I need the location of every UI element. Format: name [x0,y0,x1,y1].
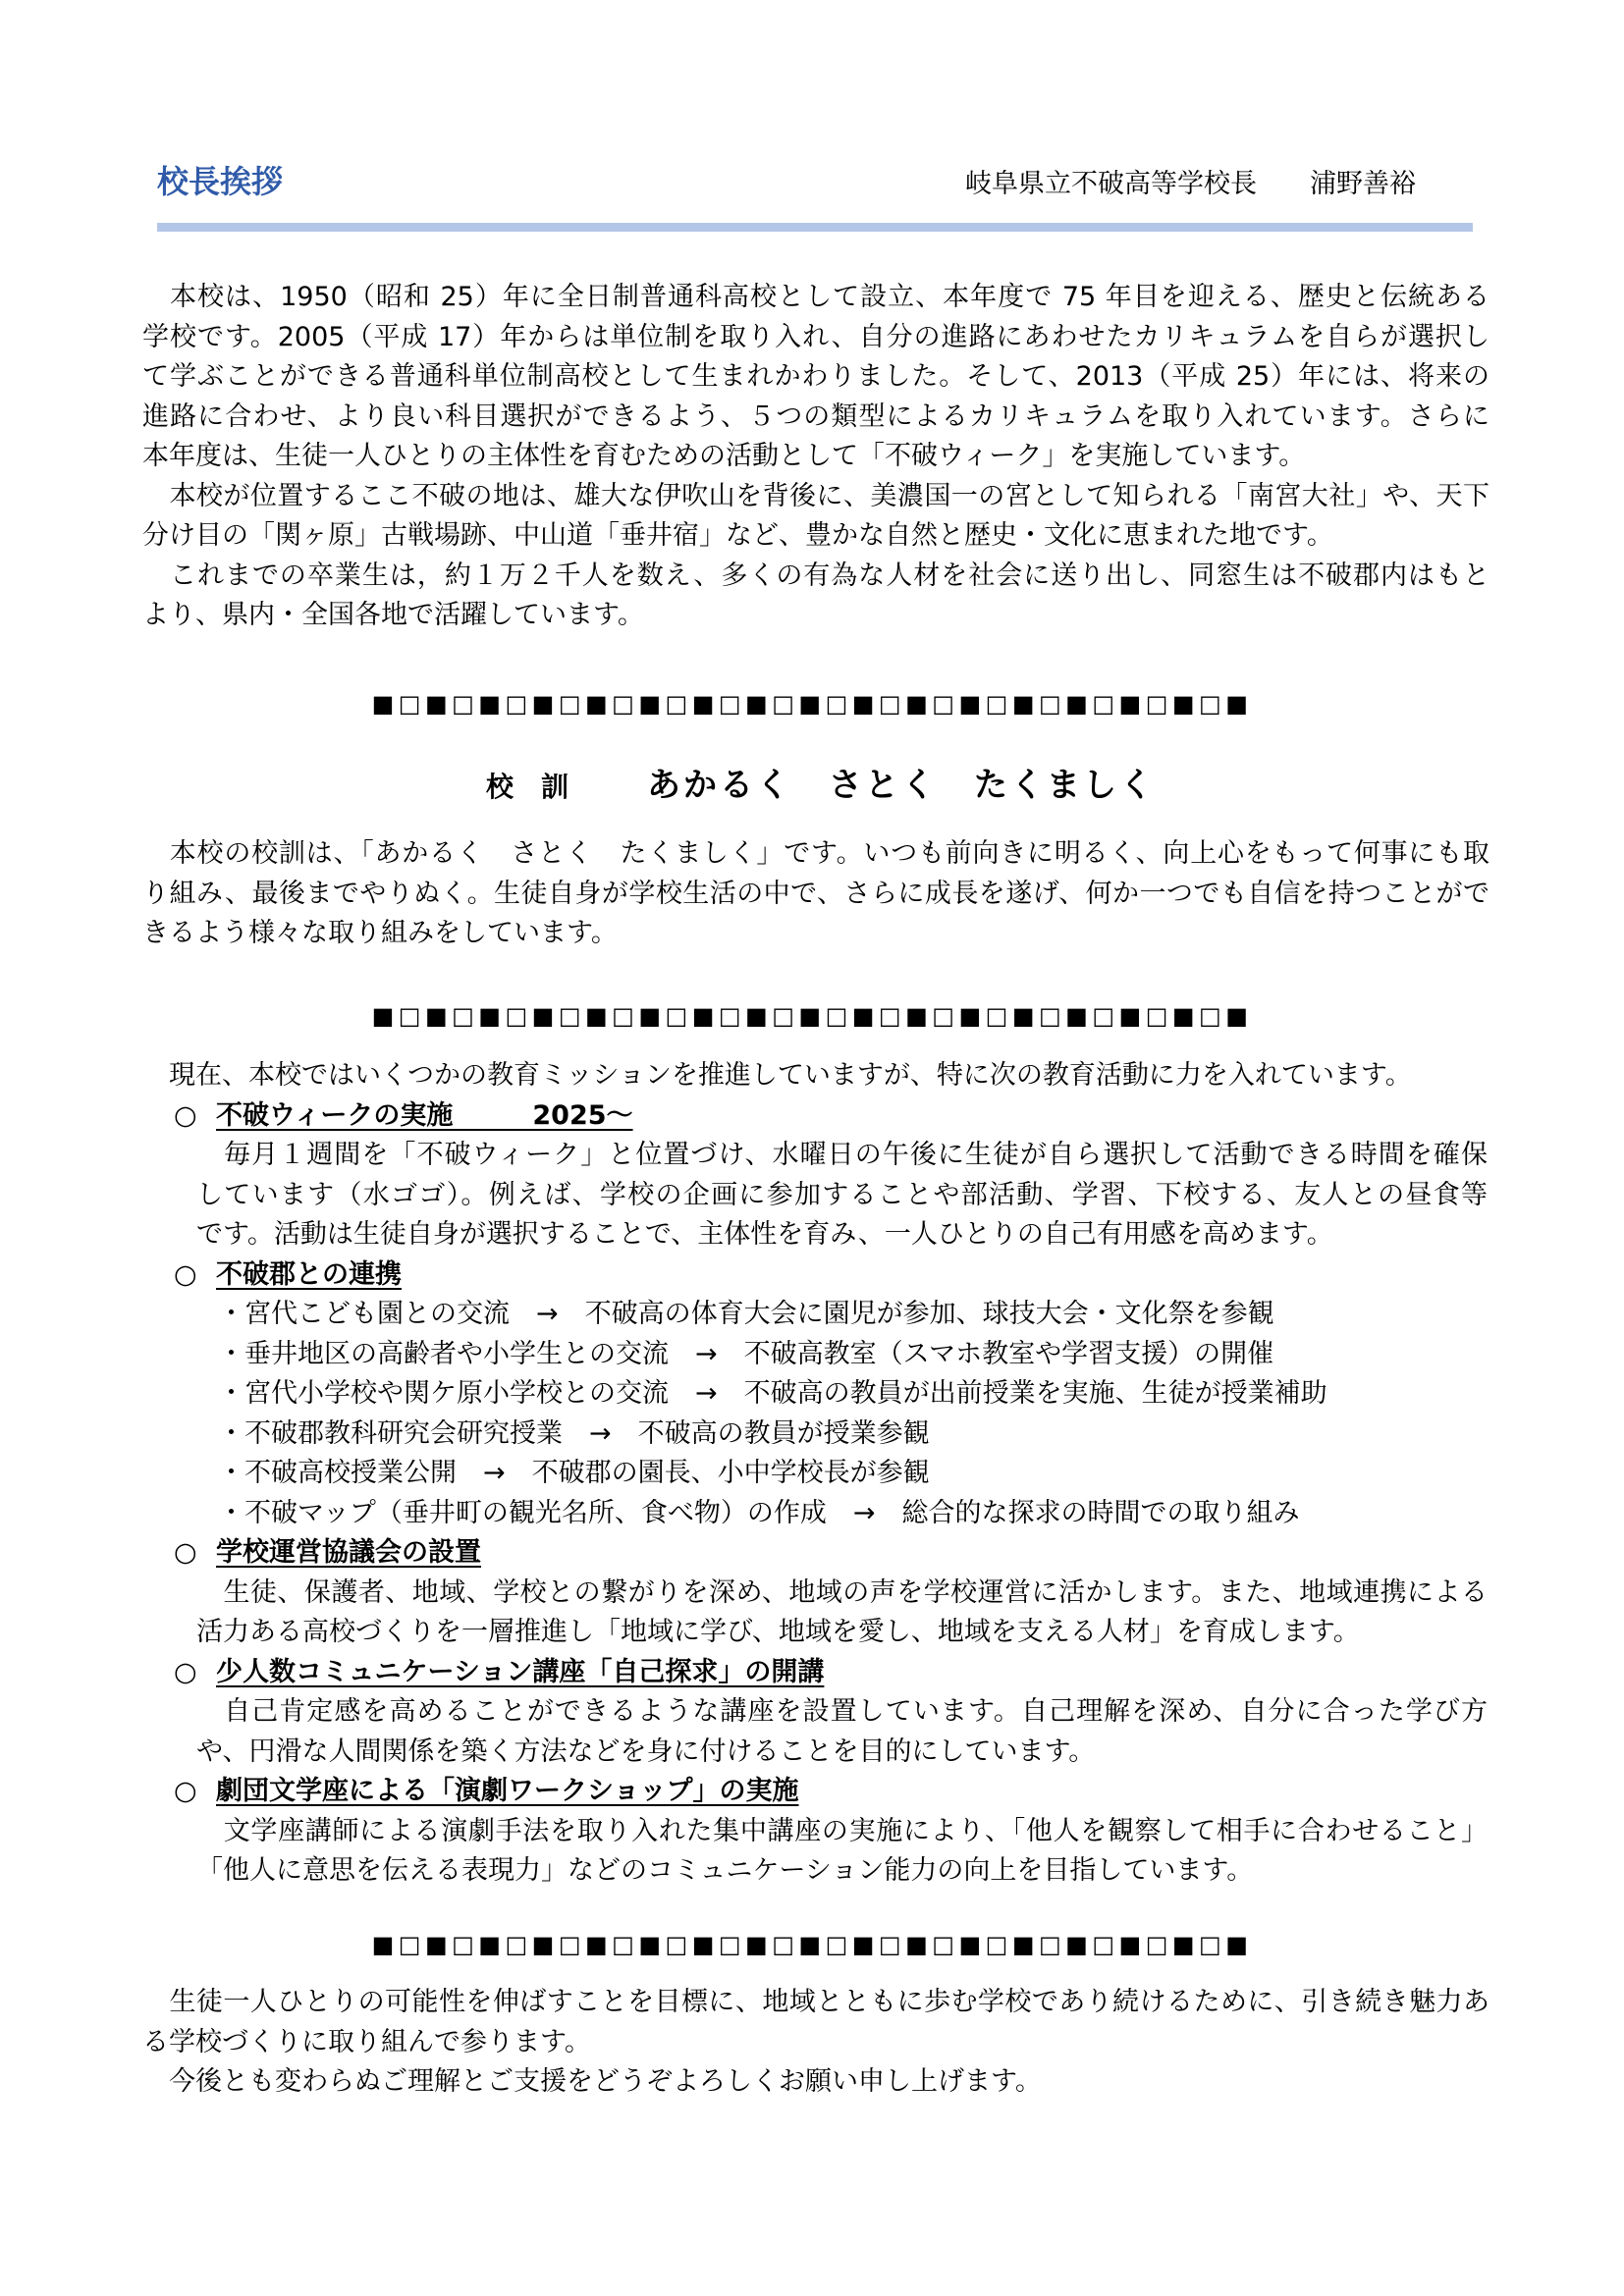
greeting-paragraph [142,278,1489,477]
activity-title: 劇団文学座による「演劇ワークショップ」の実施 [216,1776,799,1806]
activity-bullet: ・不破マップ（垂井町の観光名所、食べ物）の作成 → 総合的な探求の時間での取り組み [218,1497,1300,1528]
text-line: 本校が位置するここ不破の地は、雄大な伊吹山を背後に、美濃国一の宮として知られる「南宮大社」や、天下 [142,480,1489,511]
activity-bullet: ・不破郡教科研究会研究授業 → 不破高の教員が授業参観 [218,1417,930,1449]
motto-text: あかるく さとく たくましく [647,766,1157,805]
text-line: 学校です。2005（平成 17）年からは単位制を取り入れ、自分の進路にあわせたカリキュラムを自らが選択し [142,321,1489,352]
activity-body-line: 文学座講師による演劇手法を取り入れた集中講座の実施により、「他人を観察して相手に合わせること」 [196,1815,1488,1846]
greeting-paragraph [142,557,1489,636]
activity-body-line: です。活動は生徒自身が選択することで、主体性を育み、一人ひとりの自己有用感を高めます。 [196,1219,1333,1250]
motto-label: 校 訓 [486,771,569,803]
text-line: て学ぶことができる普通科単位制高校として生まれかわりました。そして、2013（平成 25）年には、将来の [142,361,1489,392]
greeting-paragraph [142,477,1489,557]
text-line: 分け目の「関ヶ原」古戦場跡、中山道「垂井宿」など、豊かな自然と歴史・文化に恵まれた地です。 [142,520,1333,551]
closing-paragraph [142,1983,1489,2062]
activity-heading [174,1533,1548,1574]
activity-item [0,1533,1624,1653]
greeting-text [142,278,1489,636]
activity-heading [174,1653,1548,1693]
activity-title: 不破ウィークの実施 2025～ [216,1099,633,1131]
activity-title: 学校運営協議会の設置 [216,1537,481,1568]
activity-title: 少人数コミュニケーション講座「自己探求」の開講 [216,1656,825,1687]
section-divider: ■□■□■□■□■□■□■□■□■□■□■□■□■□■□■□■□■ [371,1002,1253,1030]
activity-item [0,1653,1624,1773]
motto-paragraph [142,834,1489,954]
text-line: より、県内・全国各地で活躍しています。 [142,600,644,630]
activity-bullet: ・不破高校授業公開 → 不破郡の園長、小中学校長が参観 [218,1458,930,1488]
activity-heading [174,1096,1548,1137]
activity-body-line: 生徒、保護者、地域、学校との繋がりを深め、地域の声を学校運営に活かします。また、地域連携による [196,1576,1488,1608]
text-line: り組み、最後までやりぬく。生徒自身が学校生活の中で、さらに成長を遂げ、何か一つでも自信を持つことがで [142,878,1489,909]
activity-heading [174,1255,1548,1296]
text-line: 今後とも変わらぬご理解とご支援をどうぞよろしくお願い申し上げます。 [142,2066,1042,2097]
closing-paragraph [142,2062,1489,2103]
closing-text [142,1983,1489,2103]
activity-item [0,1096,1624,1255]
activity-title: 不破郡との連携 [216,1258,402,1290]
activities-intro: 現在、本校ではいくつかの教育ミッションを推進していますが、特に次の教育活動に力を入れています。 [142,1060,1412,1091]
text-line: る学校づくりに取り組んで参ります。 [142,2026,591,2057]
text-line: 生徒一人ひとりの可能性を伸ばすことを目標に、地域とともに歩む学校であり続けるために、引き続き魅力あ [142,1987,1489,2017]
activity-body-line: 自己肯定感を高めることができるような講座を設置しています。自己理解を深め、自分に合った学び方 [196,1696,1488,1727]
circle-marker: ○ [174,1776,197,1806]
page-title: 校長挨拶 [157,163,284,200]
text-line: 本校の校訓は、「あかるく さとく たくましく」です。いつも前向きに明るく、向上心をもって何事にも取 [142,838,1489,869]
section-divider: ■□■□■□■□■□■□■□■□■□■□■□■□■□■□■□■□■ [371,690,1253,718]
activities-section [0,1056,1624,1892]
text-line: きるよう様々な取り組みをしています。 [142,918,618,948]
header-rule [157,223,1473,232]
activity-body-line: 毎月１週間を「不破ウィーク」と位置づけ、水曜日の午後に生徒が自ら選択して活動できる時間を確保 [196,1140,1488,1170]
activity-body-line: や、円滑な人間関係を築く方法などを身に付けることを目的にしています。 [196,1735,1096,1767]
activity-heading [174,1772,1548,1812]
activity-bullet: ・宮代小学校や関ケ原小学校との交流 → 不破高の教員が出前授業を実施、生徒が授業補助 [218,1378,1327,1409]
circle-marker: ○ [174,1258,197,1290]
activity-body-line: 「他人に意思を伝える表現力」などのコミュニケーション能力の向上を目指しています。 [196,1855,1254,1886]
principal-name: 岐阜県立不破高等学校長 浦野善裕 [965,169,1416,199]
section-divider: ■□■□■□■□■□■□■□■□■□■□■□■□■□■□■□■□■ [371,1931,1253,1958]
activity-body-line: しています（水ゴゴ）。例えば、学校の企画に参加することや部活動、学習、下校する、友人との昼食等 [196,1179,1488,1210]
activity-item [0,1255,1624,1534]
text-line: 本校は、1950（昭和 25）年に全日制普通科高校として設立、本年度で 75 年目を迎える、歴史と伝統ある [142,282,1489,312]
activity-item [0,1772,1624,1892]
activity-bullet: ・宮代こども園との交流 → 不破高の体育大会に園児が参加、球技大会・文化祭を参観 [218,1299,1274,1329]
activity-body-line: 活力ある高校づくりを一層推進し「地域に学び、地域を愛し、地域を支える人材」を育成します。 [196,1617,1360,1647]
text-line: これまでの卒業生は，約１万２千人を数え、多くの有為な人材を社会に送り出し、同窓生は不破郡内はもと [142,560,1489,591]
motto-heading [486,764,1156,807]
text-line: 進路に合わせ、より良い科目選択ができるよう、５つの類型によるカリキュラムを取り入れています。さらに [142,400,1489,432]
activity-bullet: ・垂井地区の高齢者や小学生との交流 → 不破高教室（スマホ教室や学習支援）の開催 [218,1338,1274,1369]
circle-marker: ○ [174,1656,197,1687]
circle-marker: ○ [174,1099,197,1131]
text-line: 本年度は、生徒一人ひとりの主体性を育むための活動として「不破ウィーク」を実施しています。 [142,441,1306,471]
circle-marker: ○ [174,1537,197,1568]
